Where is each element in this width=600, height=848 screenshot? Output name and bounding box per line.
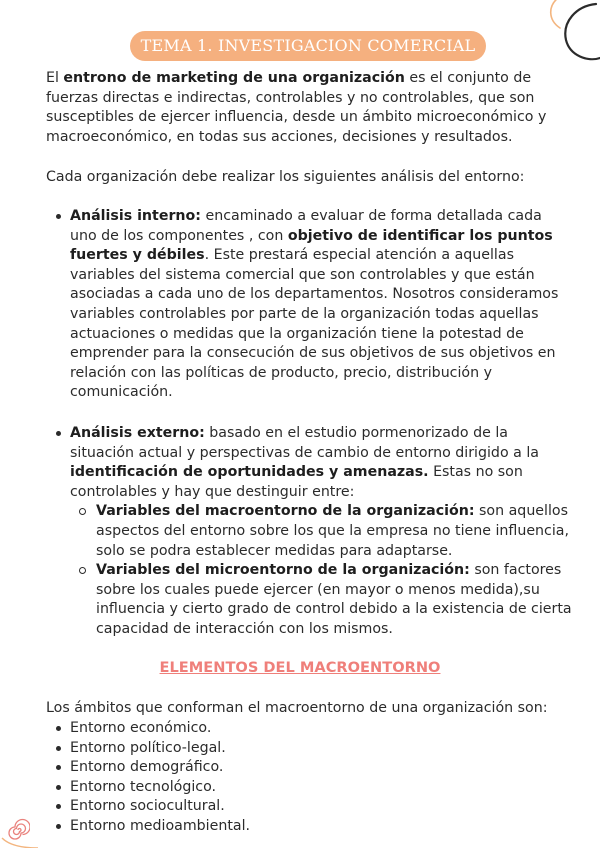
macroentorno-intro: Los ámbitos que conforman el macroentorno de una organización son: [46, 700, 548, 716]
analysis-intro: Cada organización debe realizar los siguientes análisis del entorno: [46, 169, 525, 185]
list-item-analisis-externo: Análisis externo: basado en el estudio pormenorizado de la situación actual y perspectivas de cambio de entorno dirigido a la identificación de oportunidades y amenazas. Estas no son controlables y hay que destinguir entre: Variables del macroentorno de la organización: son aquellos aspectos del entorno sobre los que la empresa no tiene influencia, solo se podra establecer medidas para adaptarse. Variables del microentorno de la organización: son factores sobre los cuales puede ejercer (en mayor o menos medida),su influencia y cierto grado de control debido a la existencia de cierta capacidad de interacción con los mismos. [46, 424, 572, 640]
section-title-macroentorno: ELEMENTOS DEL MACROENTORNO [159, 659, 441, 676]
analysis-list [46, 207, 572, 403]
variables-sublist [70, 502, 572, 639]
sub-item-microentorno: Variables del microentorno de la organización: son factores sobre los cuales puede ejercer (en mayor o menos medida),su influencia y cierto grado de control debido a la existencia de cierta capacidad de interacción con los mismos. [70, 561, 572, 639]
corner-swirl-decoration [0, 836, 40, 848]
intro-paragraph: El entrono de marketing de una organización es el conjunto de fuerzas directas e indirectas, controlables y no controlables, que son susceptibles de ejercer influencia, desde un ámbito microeconómico y macroeconómico, en todas sus acciones, decisiones y resultados. [46, 70, 547, 145]
analysis-list-externo [46, 424, 572, 640]
list-item: Entorno sociocultural. [46, 797, 250, 817]
list-item: Entorno político-legal. [46, 739, 250, 759]
list-item: Entorno medioambiental. [46, 817, 250, 837]
macroentorno-list [46, 719, 250, 836]
list-item: Entorno económico. [46, 719, 250, 739]
list-item: Entorno demográfico. [46, 758, 250, 778]
list-item: Entorno tecnológico. [46, 778, 250, 798]
sub-item-macroentorno: Variables del macroentorno de la organización: son aquellos aspectos del entorno sobre los que la empresa no tiene influencia, solo se podra establecer medidas para adaptarse. [70, 502, 572, 561]
corner-swirl-decoration [540, 0, 600, 70]
list-item-analisis-interno: Análisis interno: encaminado a evaluar de forma detallada cada uno de los componentes , con objetivo de identificar los puntos fuertes y débiles. Este prestará especial atención a aquellas variables del sistema comercial que son controlables y que están asociadas a cada uno de los departamentos. Nosotros consideramos variables controlables por parte de la organización todas aquellas actuaciones o medidas que la organización tiene la potestad de emprender para la consecución de sus objetivos de sus objetivos en relación con las políticas de producto, precio, distribución y comunicación. [46, 207, 572, 403]
page-title: TEMA 1. INVESTIGACION COMERCIAL [130, 31, 486, 61]
